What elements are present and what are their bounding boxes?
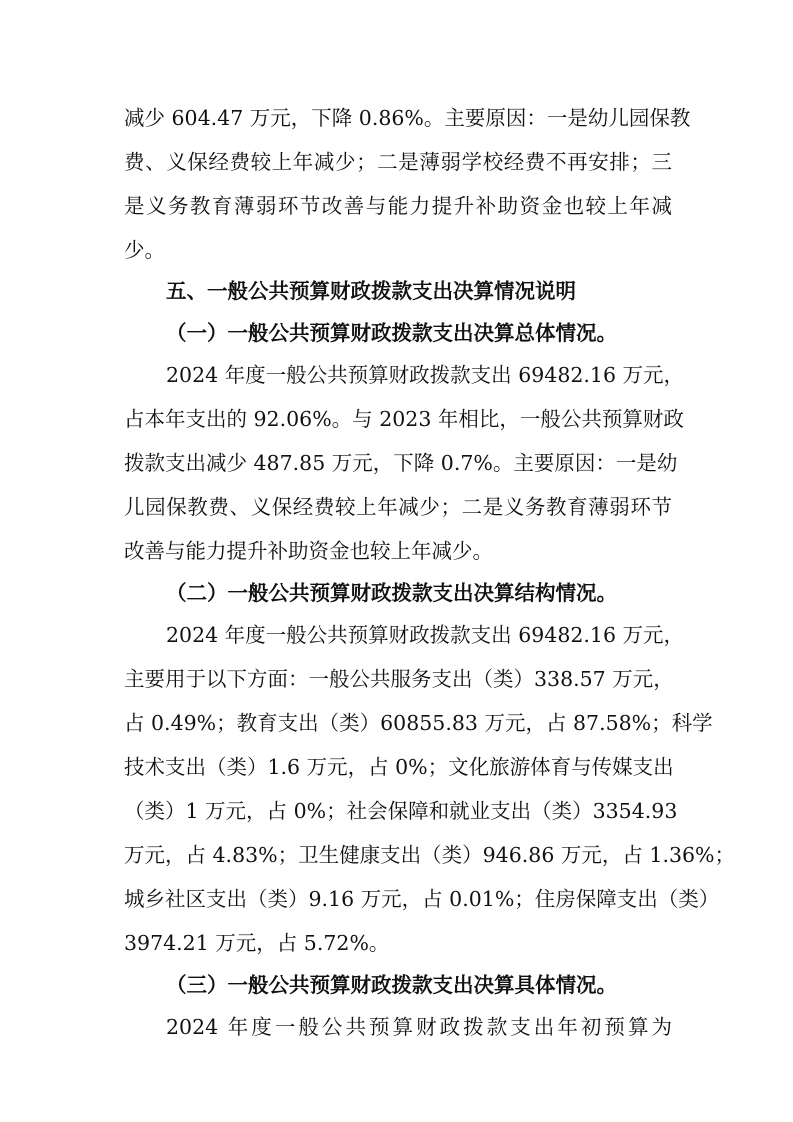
- paragraph-line: （类）1 万元，占 0%；社会保障和就业支出（类）3354.93: [124, 799, 678, 823]
- paragraph-line: 改善与能力提升补助资金也较上年减少。: [124, 539, 493, 563]
- paragraph-line: 2024 年度一般公共预算财政拨款支出年初预算为: [166, 1015, 672, 1039]
- subsection-heading: （二）一般公共预算财政拨款支出决算结构情况。: [166, 581, 617, 605]
- paragraph-line: 万元，占 4.83%；卫生健康支出（类）946.86 万元，占 1.36%；: [124, 843, 736, 867]
- paragraph-line: 费、义保经费较上年减少；二是薄弱学校经费不再安排；三: [124, 150, 672, 174]
- paragraph-line: 2024 年度一般公共预算财政拨款支出 69482.16 万元，: [166, 363, 685, 387]
- paragraph-line: 儿园保教费、义保经费较上年减少；二是义务教育薄弱环节: [124, 495, 672, 519]
- paragraph-line: 减少 604.47 万元，下降 0.86%。主要原因：一是幼儿园保教: [124, 106, 691, 130]
- paragraph-line: 2024 年度一般公共预算财政拨款支出 69482.16 万元，: [166, 623, 685, 647]
- paragraph-line: 主要用于以下方面：一般公共服务支出（类）338.57 万元，: [124, 667, 674, 691]
- subsection-heading: （三）一般公共预算财政拨款支出决算具体情况。: [166, 973, 617, 997]
- paragraph-line: 占 0.49%；教育支出（类）60855.83 万元，占 87.58%；科学: [124, 711, 713, 735]
- paragraph-line: 少。: [124, 238, 165, 262]
- subsection-heading: （一）一般公共预算财政拨款支出决算总体情况。: [166, 321, 617, 345]
- paragraph-line: 3974.21 万元，占 5.72%。: [124, 931, 390, 955]
- section-heading: 五、一般公共预算财政拨款支出决算情况说明: [166, 279, 576, 303]
- paragraph-line: 是义务教育薄弱环节改善与能力提升补助资金也较上年减: [124, 194, 672, 218]
- paragraph-line: 城乡社区支出（类）9.16 万元，占 0.01%；住房保障支出（类）: [124, 887, 720, 911]
- paragraph-line: 占本年支出的 92.06%。与 2023 年相比，一般公共预算财政: [124, 407, 684, 431]
- paragraph-line: 技术支出（类）1.6 万元，占 0%；文化旅游体育与传媒支出: [124, 755, 674, 779]
- paragraph-line: 拨款支出减少 487.85 万元，下降 0.7%。主要原因：一是幼: [124, 451, 678, 475]
